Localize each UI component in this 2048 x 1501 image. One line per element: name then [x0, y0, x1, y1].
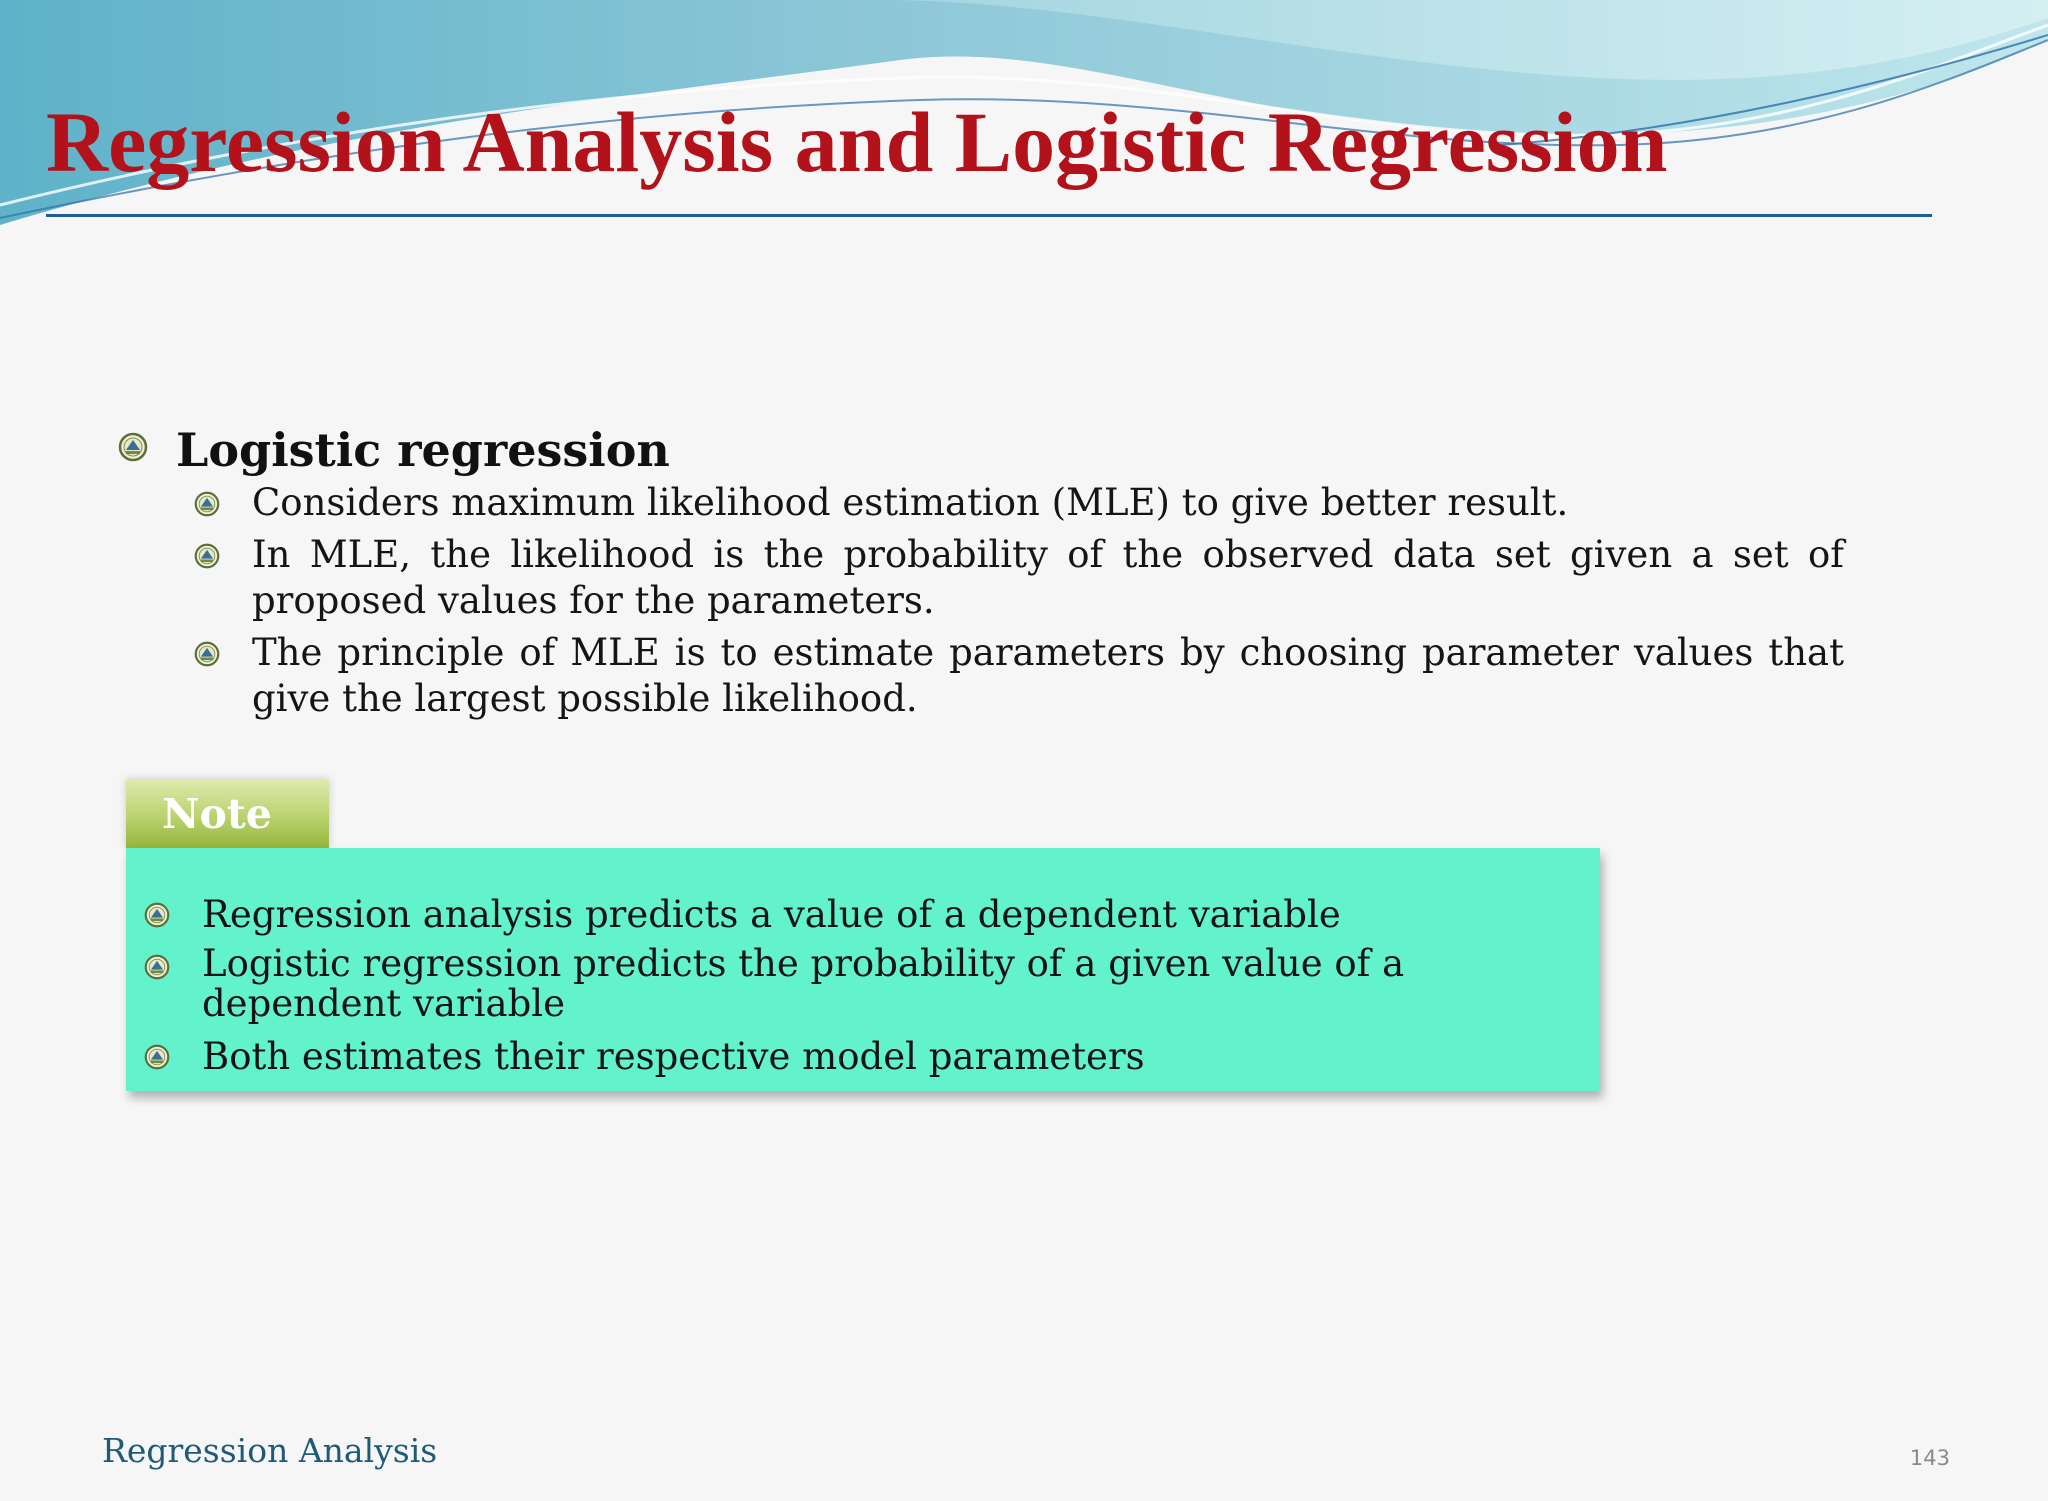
- circle-bullet-icon: [118, 432, 148, 462]
- page-number: 143: [1909, 1446, 1950, 1470]
- list-item-text: Regression analysis predicts a value of a dependent variable: [202, 893, 1341, 936]
- circle-bullet-icon: [194, 641, 220, 667]
- list-item-text: Both estimates their respective model parameters: [202, 1035, 1145, 1078]
- circle-bullet-icon: [194, 543, 220, 569]
- note-list: [144, 892, 1584, 1086]
- footer-text: Regression Analysis: [102, 1431, 438, 1470]
- list-item: [144, 1034, 1584, 1080]
- circle-bullet-icon: [194, 491, 220, 517]
- list-item: [144, 944, 1584, 1024]
- title-underline: [46, 214, 1932, 217]
- list-item: [194, 630, 1844, 722]
- note-tab: [126, 779, 329, 849]
- list-item-text: The principle of MLE is to estimate parameters by choosing parameter values that give the largest possible likelihood.: [252, 631, 1844, 720]
- main-bullet-label: Logistic regression: [176, 423, 670, 477]
- note-tab-label: Note: [162, 790, 272, 838]
- page-title: Regression Analysis and Logistic Regression: [46, 94, 1668, 190]
- list-item-text: Logistic regression predicts the probability of a given value of a dependent variable: [202, 942, 1405, 1025]
- list-item-text: In MLE, the likelihood is the probability of the observed data set given a set of proposed values for the parameters.: [252, 533, 1844, 622]
- circle-bullet-icon: [144, 954, 170, 980]
- list-item-text: Considers maximum likelihood estimation (MLE) to give better result.: [252, 481, 1569, 524]
- list-item: [194, 480, 1844, 526]
- circle-bullet-icon: [144, 1044, 170, 1070]
- list-item: [144, 892, 1584, 938]
- note-box: [126, 848, 1600, 1091]
- sub-bullet-list: [194, 480, 1844, 728]
- circle-bullet-icon: [144, 902, 170, 928]
- list-item: [194, 532, 1844, 624]
